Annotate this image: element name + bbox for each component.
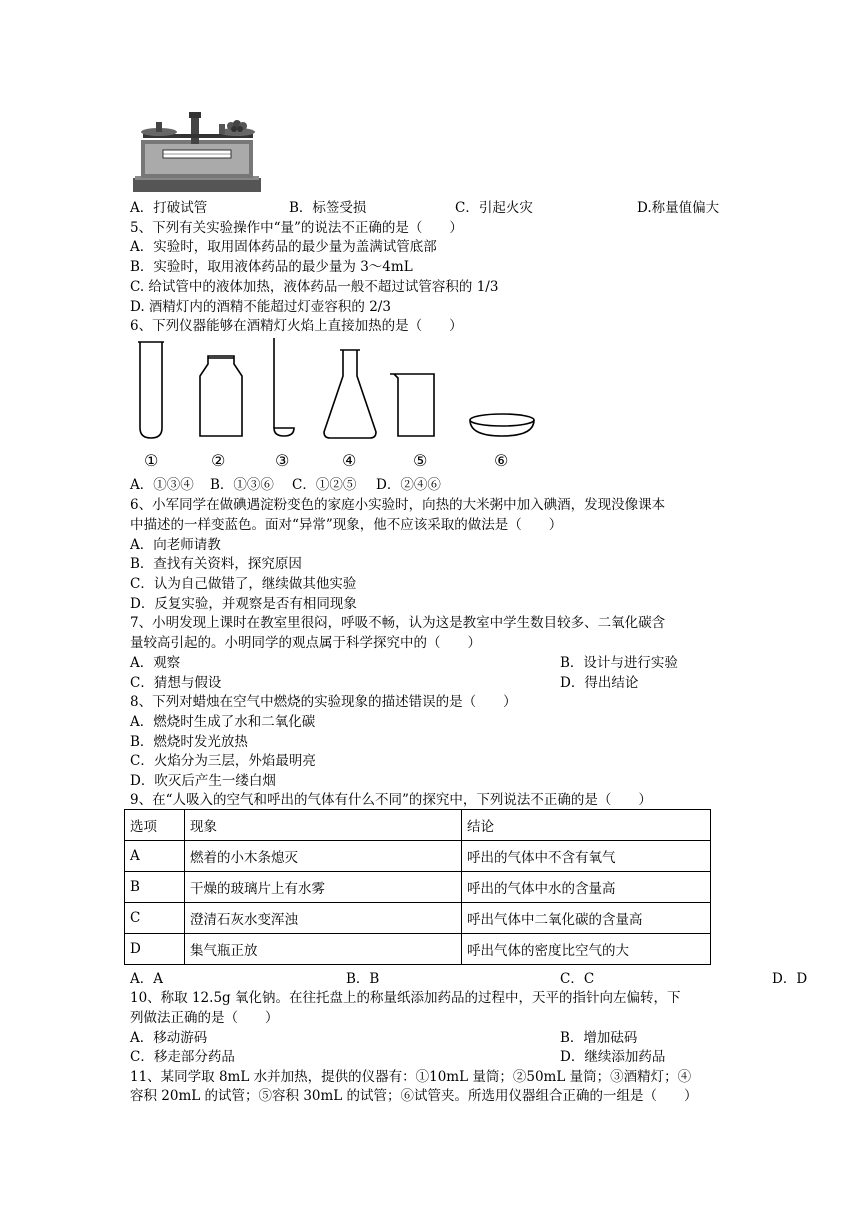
option-d: D.称量值偏大: [637, 200, 720, 216]
option-c: C．火焰分为三层，外焰最明亮: [130, 753, 316, 769]
option-b: B．①③⑥: [210, 477, 274, 493]
option-d: D．吹灭后产生一缕白烟: [130, 773, 276, 789]
option-a: A．移动游码: [130, 1030, 208, 1046]
label-2: ②: [211, 451, 226, 470]
table-cell: 呼出的气体中不含有氧气: [462, 841, 711, 872]
option-a: A．打破试管: [130, 200, 208, 216]
option-c: C．猜想与假设: [130, 675, 222, 691]
table-cell: D: [125, 934, 185, 965]
question-stem: 容积 20mL 的试管；⑤容积 30mL 的试管；⑥试管夹。所选用仪器组合正确的一组是（ ）: [130, 1088, 698, 1104]
question-stem: 列做法正确的是（ ）: [130, 1010, 279, 1026]
option-a: A．向老师请教: [130, 537, 221, 553]
header-cell: 结论: [462, 810, 711, 841]
option-d: D．反复实验，并观察是否有相同现象: [130, 596, 357, 612]
question-stem: 6、下列仪器能够在酒精灯火焰上直接加热的是（ ）: [130, 318, 463, 334]
option-c: C. 给试管中的液体加热，液体药品一般不超过试管容积的 1/3: [130, 279, 499, 295]
table-cell: 呼出的气体中水的含量高: [462, 872, 711, 903]
option-b: B．增加砝码: [560, 1030, 638, 1046]
option-d: D．继续添加药品: [560, 1049, 666, 1065]
question-stem: 6、小军同学在做碘遇淀粉变色的家庭小实验时，向热的大米粥中加入碘酒，发现没像课本: [130, 497, 666, 513]
header-cell: 现象: [185, 810, 462, 841]
option-b: B．设计与进行实验: [560, 655, 678, 671]
option-c: C．移走部分药品: [130, 1049, 235, 1065]
question-stem: 中描述的一样变蓝色。面对“异常”现象，他不应该采取的做法是（ ）: [130, 517, 563, 533]
table-cell: 集气瓶正放: [185, 934, 462, 965]
option-d: D．得出结论: [560, 675, 639, 691]
question-stem: 8、下列对蜡烛在空气中燃烧的实验现象的描述错误的是（ ）: [130, 694, 517, 710]
table-row: [125, 841, 711, 872]
table-header-row: [125, 810, 711, 841]
option-b: B．标签受损: [289, 200, 367, 216]
option-b: B．B: [346, 971, 380, 987]
question-stem: 7、小明发现上课时在教室里很闷，呼吸不畅，认为这是教室中学生数目较多、二氧化碳含: [130, 615, 666, 631]
label-3: ③: [275, 451, 290, 470]
option-b: B．燃烧时发光放热: [130, 734, 248, 750]
table-cell: 干燥的玻璃片上有水雾: [185, 872, 462, 903]
option-a: A．实验时，取用固体药品的最少量为盖满试管底部: [130, 239, 437, 255]
table-cell: C: [125, 903, 185, 934]
option-b: B．查找有关资料，探究原因: [130, 556, 302, 572]
option-d: D. 酒精灯内的酒精不能超过灯壶容积的 2/3: [130, 299, 391, 315]
table-cell: 呼出气体中二氧化碳的含量高: [462, 903, 711, 934]
label-4: ④: [342, 451, 357, 470]
option-a: A．观察: [130, 655, 181, 671]
table-cell: 澄清石灰水变浑浊: [185, 903, 462, 934]
header-cell: 选项: [125, 810, 185, 841]
option-c: C．认为自己做错了，继续做其他实验: [130, 576, 357, 592]
table-cell: B: [125, 872, 185, 903]
table-row: [125, 903, 711, 934]
instruments-figure: [128, 336, 558, 476]
question-stem: 5、下列有关实验操作中“量”的说法不正确的是（ ）: [130, 220, 463, 236]
option-b: B．实验时，取用液体药品的最少量为 3～4mL: [130, 259, 413, 275]
table-row: [125, 934, 711, 965]
option-a: A．燃烧时生成了水和二氧化碳: [130, 714, 316, 730]
option-a: A．①③④: [130, 477, 194, 493]
option-a: A．A: [130, 971, 163, 987]
table-cell: A: [125, 841, 185, 872]
comparison-table: [124, 809, 711, 965]
option-c: C．①②⑤: [292, 477, 357, 493]
balance-image: [133, 110, 263, 194]
option-d: D．D: [772, 971, 808, 987]
label-6: ⑥: [494, 451, 509, 470]
question-stem: 量较高引起的。小明同学的观点属于科学探究中的（ ）: [130, 635, 481, 651]
question-stem: 9、在“人吸入的空气和呼出的气体有什么不同”的探究中，下列说法不正确的是（ ）: [130, 792, 652, 808]
option-d: D．②④⑥: [376, 477, 441, 493]
table-row: [125, 872, 711, 903]
option-c: C．引起火灾: [455, 200, 533, 216]
label-5: ⑤: [413, 451, 428, 470]
table-cell: 燃着的小木条熄灭: [185, 841, 462, 872]
table-cell: 呼出气体的密度比空气的大: [462, 934, 711, 965]
option-c: C．C: [560, 971, 595, 987]
question-stem: 10、称取 12.5g 氧化钠。在往托盘上的称量纸添加药品的过程中，天平的指针向左偏转，下: [130, 990, 681, 1006]
question-stem: 11、某同学取 8mL 水并加热，提供的仪器有：①10mL 量筒；②50mL 量筒；③酒精灯；④: [130, 1069, 692, 1085]
label-1: ①: [144, 451, 159, 470]
